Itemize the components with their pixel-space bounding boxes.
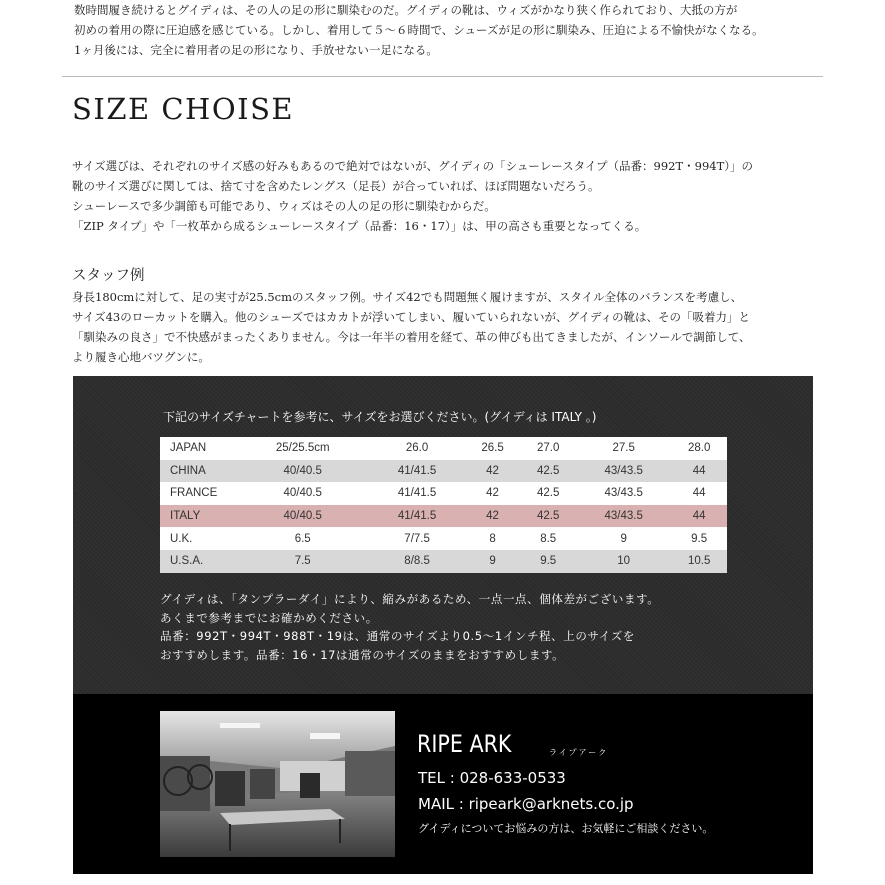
intro-paragraph <box>74 0 834 60</box>
intro-line: 1ヶ月後には、完全に着用者の足の形になり、手放せない一足になる。 <box>74 43 438 57</box>
size-cell: 25/25.5cm <box>236 437 369 460</box>
size-section-text <box>72 156 753 236</box>
size-row-france <box>160 482 727 505</box>
note-line: 品番：992T・994T・988T・19は、通常のサイズより0.5〜1インチ程、上のサイズを <box>160 629 635 643</box>
size-text-line: シューレースで多少調節も可能であり、ウィズはその人の足の形に馴染むからだ。 <box>72 199 496 213</box>
size-row-italy <box>160 505 727 528</box>
size-row-japan <box>160 437 727 460</box>
contact-note: グイディについてお悩みの方は、お気軽にご相談ください。 <box>418 822 714 835</box>
size-cell: 26.5 <box>465 437 521 460</box>
size-cell: 41/41.5 <box>369 460 464 483</box>
size-cell: 7.5 <box>236 550 369 573</box>
intro-line: 初めの着用の際に圧迫感を感じている。しかし、着用して５～６時間で、シューズが足の形に馴染み、圧迫による不愉快がなくなる。 <box>74 23 764 37</box>
size-cell: 27.5 <box>576 437 671 460</box>
size-row-label: JAPAN <box>160 437 236 460</box>
shop-email: MAIL : ripeark@arknets.co.jp <box>418 795 634 813</box>
size-row-china <box>160 460 727 483</box>
size-cell: 41/41.5 <box>369 482 464 505</box>
size-cell: 26.0 <box>369 437 464 460</box>
size-cell: 43/43.5 <box>576 482 671 505</box>
size-row-label: U.S.A. <box>160 550 236 573</box>
intro-line: 数時間履き続けるとグイディは、その人の足の形に馴染むのだ。グイディの靴は、ウィズがかなり狭く作られており、大抵の方が <box>74 3 738 17</box>
size-text-line: 靴のサイズ選びに関しては、捨て寸を含めたレングス（足長）が合っていれば、ほぼ問題ないだろう。 <box>72 179 600 193</box>
size-cell: 42.5 <box>520 482 576 505</box>
size-cell: 44 <box>671 505 727 528</box>
size-cell: 41/41.5 <box>369 505 464 528</box>
shop-name-kana: ライプアーク <box>549 748 609 757</box>
size-cell: 40/40.5 <box>236 482 369 505</box>
shop-info-panel <box>73 694 813 874</box>
size-text-line: 「ZIP タイプ」や「一枚革から成るシューレースタイプ（品番：16・17）」は、甲の高さも重要となってくる。 <box>72 219 647 233</box>
staff-text-line: より履き心地バツグンに。 <box>72 350 210 364</box>
size-cell: 43/43.5 <box>576 460 671 483</box>
size-text-line: サイズ選びは、それぞれのサイズ感の好みもあるので絶対ではないが、グイディの「シューレースタイプ（品番：992T・994T）」の <box>72 159 754 173</box>
size-cell: 10 <box>576 550 671 573</box>
size-cell: 9.5 <box>671 527 727 550</box>
size-cell: 8/8.5 <box>369 550 464 573</box>
shop-name: RIPE ARK <box>417 730 512 758</box>
size-cell: 8.5 <box>520 527 576 550</box>
size-cell: 9 <box>465 550 521 573</box>
size-cell: 42 <box>465 460 521 483</box>
size-cell: 10.5 <box>671 550 727 573</box>
size-cell: 44 <box>671 482 727 505</box>
staff-text-line: 身長180cmに対して、足の実寸が25.5cmのスタッフ例。サイズ42でも問題無く履けますが、スタイル全体のバランスを考慮し、 <box>72 290 743 304</box>
size-cell: 6.5 <box>236 527 369 550</box>
store-interior-photo <box>160 711 395 857</box>
staff-example-text <box>72 287 751 367</box>
size-cell: 42.5 <box>520 460 576 483</box>
size-cell: 40/40.5 <box>236 505 369 528</box>
size-row-label: ITALY <box>160 505 236 528</box>
shop-phone: TEL : 028-633-0533 <box>418 769 566 787</box>
size-chart-intro: 下記のサイズチャートを参考に、サイズをお選びください。(グイディは ITALY 。) <box>163 410 597 424</box>
size-row-uk <box>160 527 727 550</box>
size-cell: 43/43.5 <box>576 505 671 528</box>
note-line: グイディは、「タンプラーダイ」により、縮みがあるため、一点一点、個体差がございます。 <box>160 592 660 606</box>
size-row-usa <box>160 550 727 573</box>
size-cell: 40/40.5 <box>236 460 369 483</box>
size-chart-notes <box>160 590 659 664</box>
note-line: おすすめします。品番：16・17は通常のサイズのままをおすすめします。 <box>160 647 565 662</box>
section-divider <box>62 76 823 77</box>
size-chart-table <box>160 437 727 573</box>
size-row-label: FRANCE <box>160 482 236 505</box>
size-chart-panel <box>73 376 813 694</box>
size-cell: 42 <box>465 482 521 505</box>
size-section-title: SIZE CHOISE <box>72 92 295 126</box>
size-row-label: CHINA <box>160 460 236 483</box>
size-cell: 42.5 <box>520 505 576 528</box>
size-cell: 44 <box>671 460 727 483</box>
staff-text-line: 「馴染みの良さ」で不快感がまったくありません。今は一年半の着用を経て、革の伸びも出てきましたが、インソールで調節して、 <box>72 330 751 344</box>
staff-example-title: スタッフ例 <box>72 268 145 284</box>
size-cell: 42 <box>465 505 521 528</box>
note-line: あくまで参考までにお確かめください。 <box>160 610 378 625</box>
size-cell: 9 <box>576 527 671 550</box>
size-cell: 27.0 <box>520 437 576 460</box>
size-cell: 7/7.5 <box>369 527 464 550</box>
size-row-label: U.K. <box>160 527 236 550</box>
staff-text-line: サイズ43のローカットを購入。他のシューズではカカトが浮いてしまい、履いていられないが、グイディの靴は、その「吸着力」と <box>72 310 751 324</box>
size-cell: 9.5 <box>520 550 576 573</box>
size-cell: 8 <box>465 527 521 550</box>
size-cell: 28.0 <box>671 437 727 460</box>
